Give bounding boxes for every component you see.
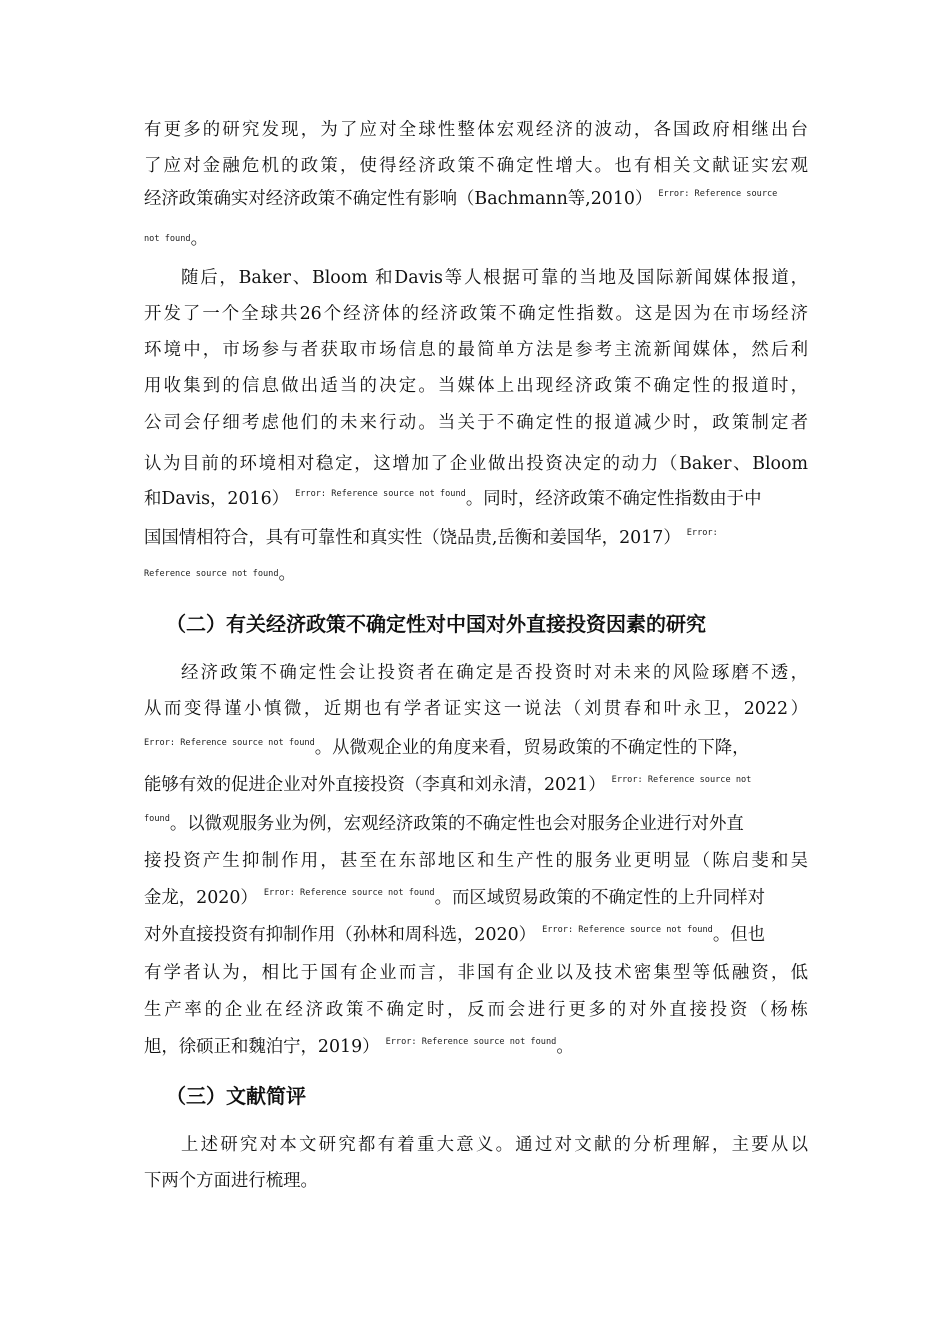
reference-continuation bbox=[144, 226, 208, 249]
paragraph-line: 公司会仔细考虑他们的未来行动。当关于不确定性的报道减少时，政策制定者 bbox=[144, 413, 808, 433]
reference-error: Error: Reference source bbox=[658, 189, 778, 199]
paragraph-line: 生产率的企业在经济政策不确定时，反而会进行更多的对外直接投资（杨栋 bbox=[144, 1000, 808, 1020]
paragraph-text: 国国情相符合，具有可靠性和真实性（饶品贵,岳衡和姜国华，2017） bbox=[144, 528, 681, 548]
paragraph-text: 。以微观服务业为例，宏观经济政策的不确定性也会对服务企业进行对外直 bbox=[169, 814, 744, 834]
reference-error: Error: bbox=[686, 528, 718, 538]
paragraph-text: 。 bbox=[190, 229, 208, 249]
paragraph-line bbox=[144, 181, 808, 217]
reference-error: Error: Reference source not found bbox=[263, 888, 435, 898]
paragraph-line: 下两个方面进行梳理。 bbox=[144, 1171, 318, 1191]
reference-error: Error: Reference source not found bbox=[144, 738, 315, 748]
paragraph-text: 。而区域贸易政策的不确定性的上升同样对 bbox=[434, 888, 766, 908]
paragraph-line bbox=[144, 520, 808, 556]
paragraph-line: 经济政策不确定性会让投资者在确定是否投资时对未来的风险琢磨不透， bbox=[181, 663, 808, 683]
reference-error: not found bbox=[144, 234, 191, 244]
paragraph-line: 用收集到的信息做出适当的决定。当媒体上出现经济政策不确定性的报道时， bbox=[144, 376, 808, 396]
paragraph-line: 从而变得谨小慎微，近期也有学者证实这一说法（刘贯春和叶永卫，2022） bbox=[144, 699, 808, 719]
paragraph-text: 对外直接投资有抑制作用（孙林和周科选，2020） bbox=[144, 925, 537, 945]
paragraph-line bbox=[144, 481, 808, 517]
paragraph-line: 有更多的研究发现，为了应对全球性整体宏观经济的波动，各国政府相继出台 bbox=[144, 120, 808, 140]
paragraph-text: 经济政策确实对经济政策不确定性有影响（Bachmann等,2010） bbox=[144, 189, 653, 209]
paragraph-line bbox=[144, 880, 808, 916]
paragraph-line: 了应对金融危机的政策，使得经济政策不确定性增大。也有相关文献证实宏观 bbox=[144, 156, 808, 176]
paragraph-line: 开发了一个全球共26个经济体的经济政策不确定性指数。这是因为在市场经济 bbox=[144, 304, 808, 324]
section-heading: （二）有关经济政策不确定性对中国对外直接投资因素的研究 bbox=[166, 612, 706, 636]
reference-continuation bbox=[144, 561, 296, 584]
reference-error: found bbox=[144, 814, 170, 824]
reference-error: Error: Reference source not bbox=[611, 775, 752, 785]
paragraph-text: 能够有效的促进企业对外直接投资（李真和刘永清，2021） bbox=[144, 775, 606, 795]
paragraph-text: 旭，徐硕正和魏泊宁，2019） bbox=[144, 1037, 380, 1057]
paragraph-line: 上述研究对本文研究都有着重大意义。通过对文献的分析理解，主要从以 bbox=[181, 1135, 808, 1155]
paragraph-text: 。同时，经济政策不确定性指数由于中 bbox=[465, 489, 762, 509]
paragraph-line: 认为目前的环境相对稳定，这增加了企业做出投资决定的动力（Baker、Bloom bbox=[144, 454, 808, 474]
paragraph-text: 。从微观企业的角度来看，贸易政策的不确定性的下降， bbox=[314, 738, 750, 758]
paragraph-text: 和Davis，2016） bbox=[144, 489, 290, 509]
paragraph-line: 有学者认为，相比于国有企业而言，非国有企业以及技术密集型等低融资，低 bbox=[144, 963, 808, 983]
paragraph-line: 环境中，市场参与者获取市场信息的最简单方法是参考主流新闻媒体，然后利 bbox=[144, 340, 808, 360]
paragraph-text: 。 bbox=[278, 564, 296, 584]
paragraph-line bbox=[144, 730, 808, 766]
paragraph-line: 随后，Baker、Bloom 和Davis等人根据可靠的当地及国际新闻媒体报道， bbox=[181, 268, 808, 288]
reference-error: Reference source not found bbox=[144, 569, 279, 579]
paragraph-line bbox=[144, 767, 808, 803]
paragraph-line bbox=[144, 1029, 808, 1065]
paragraph-text: 金龙，2020） bbox=[144, 888, 258, 908]
paragraph-line bbox=[144, 917, 808, 953]
paragraph-text: 。 bbox=[556, 1037, 574, 1057]
paragraph-line bbox=[144, 806, 808, 842]
paragraph-text: 。但也 bbox=[712, 925, 766, 945]
paragraph-line: 接投资产生抑制作用，甚至在东部地区和生产性的服务业更明显（陈启斐和吴 bbox=[144, 851, 808, 871]
reference-error: Error: Reference source not found bbox=[542, 925, 713, 935]
reference-error: Error: Reference source not found bbox=[385, 1037, 557, 1047]
reference-error: Error: Reference source not found bbox=[295, 489, 466, 499]
section-heading: （三）文献简评 bbox=[166, 1084, 306, 1108]
